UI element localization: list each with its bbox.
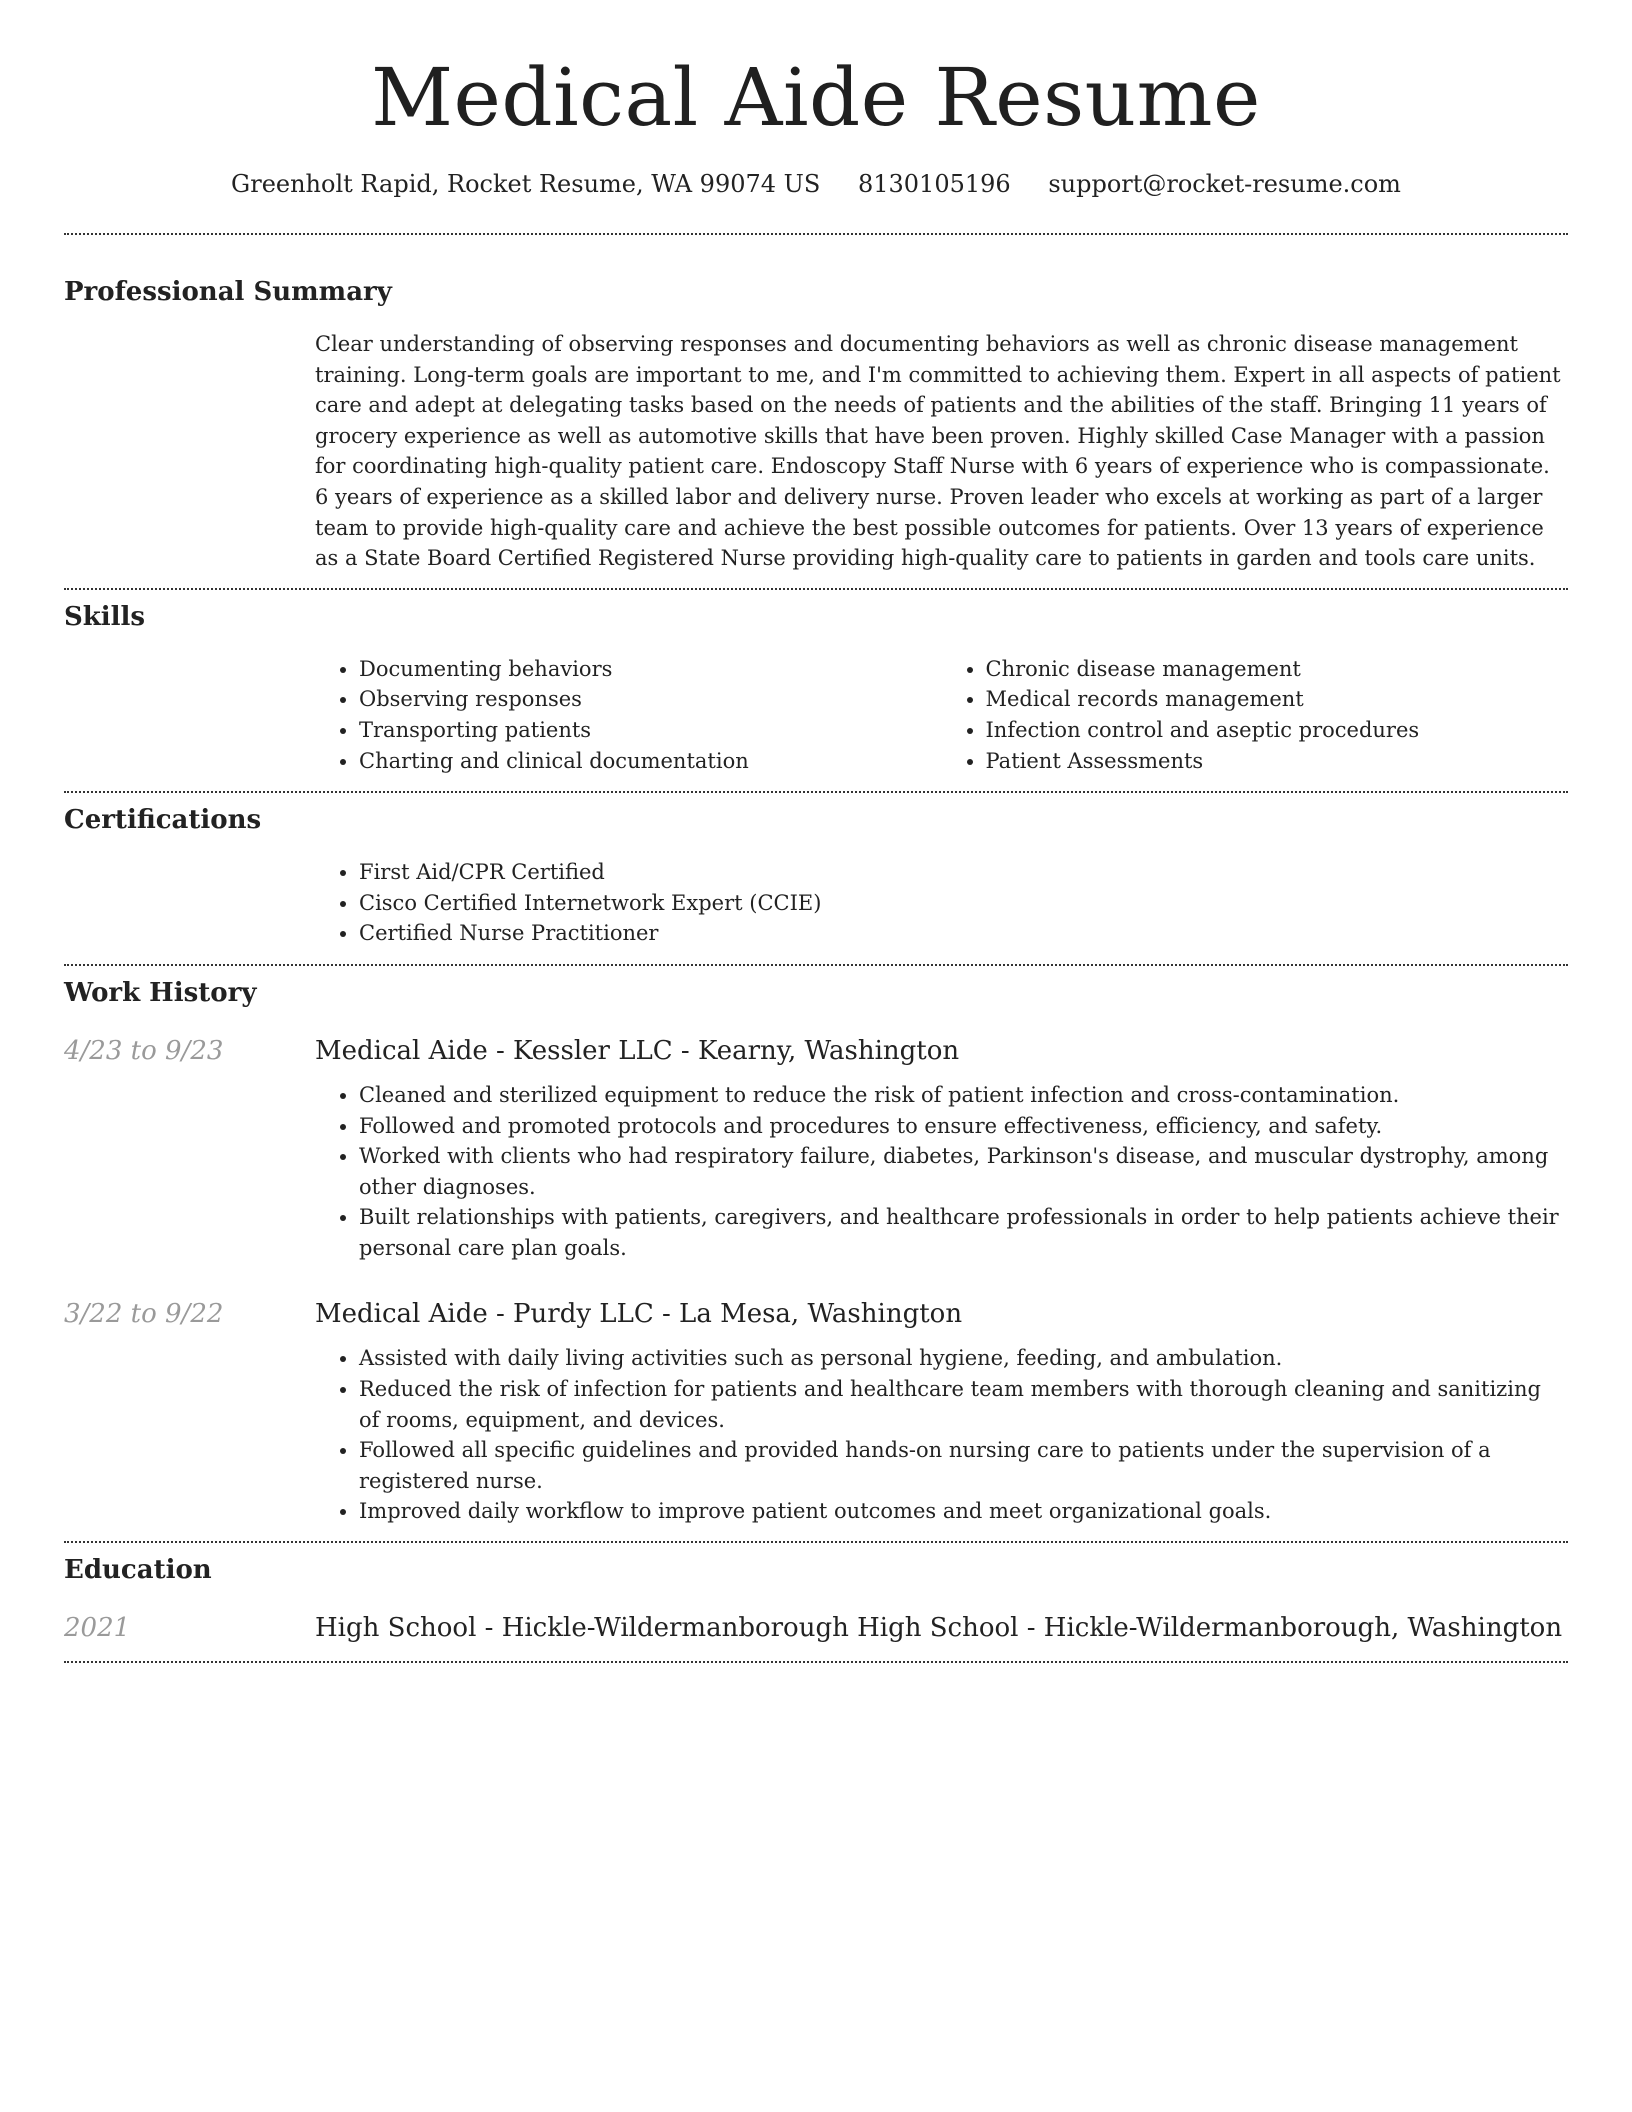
skill-item: • Documenting behaviors	[359, 654, 942, 685]
job-details	[315, 1080, 1568, 1264]
divider	[64, 964, 1568, 966]
certifications-content	[315, 857, 1568, 949]
skills-list-left	[315, 654, 942, 776]
job-header	[64, 1036, 1568, 1066]
job-entry	[64, 1299, 1568, 1527]
email: support@rocket-resume.com	[1048, 170, 1401, 198]
job-bullets	[315, 1080, 1568, 1264]
skill-item: • Chronic disease management	[986, 654, 1569, 685]
certification-item: • Cisco Certified Internetwork Expert (CCIE)	[359, 888, 1568, 919]
summary-content	[315, 329, 1568, 574]
skill-item: • Charting and clinical documentation	[359, 746, 942, 777]
job-bullet: • Followed and promoted protocols and procedures to ensure effectiveness, efficiency, and safety.	[359, 1111, 1568, 1142]
address: Greenholt Rapid, Rocket Resume, WA 99074 US	[231, 170, 821, 198]
job-bullet: • Built relationships with patients, caregivers, and healthcare professionals in order to help patients achieve their personal care plan goals.	[359, 1202, 1568, 1263]
job-bullet: • Cleaned and sterilized equipment to reduce the risk of patient infection and cross-contamination.	[359, 1080, 1568, 1111]
divider	[64, 588, 1568, 590]
section-title-summary: Professional Summary	[64, 277, 392, 307]
skills-grid	[315, 654, 1568, 776]
job-header	[64, 1299, 1568, 1329]
skill-item: • Medical records management	[986, 684, 1569, 715]
summary-text: Clear understanding of observing responses and documenting behaviors as well as chronic disease management training. Long-term goals are important to me, and I'm committed to achieving them. Expert in all aspects of patient care and adept at delegating tasks based on the needs of patients and the abilities of the staff. Bringing 11 years of grocery experience as well as automotive skills that have been proven. Highly skilled Case Manager with a passion for coordinating high-quality patient care. Endoscopy Staff Nurse with 6 years of experience who is compassionate. 6 years of experience as a skilled labor and delivery nurse. Proven leader who excels at working as part of a larger team to provide high-quality care and achieve the best possible outcomes for patients. Over 13 years of experience as a State Board Certified Registered Nurse providing high-quality care to patients in garden and tools care units.	[315, 332, 1561, 571]
education-section	[64, 1555, 1568, 1643]
job-bullet: • Followed all specific guidelines and provided hands-on nursing care to patients under the supervision of a registered nurse.	[359, 1435, 1568, 1496]
resume-title: Medical Aide Resume	[371, 51, 1261, 144]
job-bullet: • Assisted with daily living activities such as personal hygiene, feeding, and ambulation.	[359, 1343, 1568, 1374]
skill-item: • Observing responses	[359, 684, 942, 715]
certification-item: • Certified Nurse Practitioner	[359, 918, 1568, 949]
job-dates: 4/23 to 9/23	[64, 1035, 224, 1066]
skill-item: • Infection control and aseptic procedures	[986, 715, 1569, 746]
certifications-list	[315, 857, 1568, 949]
job-dates: 3/22 to 9/22	[64, 1299, 224, 1330]
certification-item: • First Aid/CPR Certified	[359, 857, 1568, 888]
divider	[64, 791, 1568, 793]
contact-line	[64, 170, 1568, 198]
job-details	[315, 1343, 1568, 1527]
section-title-skills: Skills	[64, 601, 146, 632]
skills-section	[64, 602, 1568, 776]
skills-list-right	[942, 654, 1569, 776]
skill-item: • Transporting patients	[359, 715, 942, 746]
divider	[64, 1541, 1568, 1543]
summary-section	[64, 277, 1568, 574]
job-bullet: • Reduced the risk of infection for patients and healthcare team members with thorough cleaning and sanitizing of rooms, equipment, and devices.	[359, 1374, 1568, 1435]
section-title-education: Education	[64, 1555, 212, 1586]
job-title: Medical Aide - Kessler LLC - Kearny, Washington	[315, 1035, 960, 1066]
certifications-section	[64, 805, 1568, 949]
section-title-work-history: Work History	[64, 977, 257, 1008]
job-title: Medical Aide - Purdy LLC - La Mesa, Washington	[315, 1299, 963, 1330]
job-bullet: • Improved daily workflow to improve patient outcomes and meet organizational goals.	[359, 1496, 1568, 1527]
divider	[64, 233, 1568, 235]
phone: 8130105196	[857, 170, 1011, 198]
work-history-section	[64, 978, 1568, 1527]
education-title: High School - Hickle-Wildermanborough High School - Hickle-Wildermanborough, Washington	[315, 1613, 1563, 1644]
divider	[64, 1661, 1568, 1663]
job-bullets	[315, 1343, 1568, 1527]
section-title-certifications: Certifications	[64, 805, 262, 836]
education-year: 2021	[64, 1613, 131, 1644]
resume-page	[64, 0, 1568, 1663]
skill-item: • Patient Assessments	[986, 746, 1569, 777]
job-entry	[64, 1036, 1568, 1264]
job-bullet: • Worked with clients who had respiratory failure, diabetes, Parkinson's disease, and muscular dystrophy, among other diagnoses.	[359, 1141, 1568, 1202]
education-entry	[64, 1613, 1568, 1643]
